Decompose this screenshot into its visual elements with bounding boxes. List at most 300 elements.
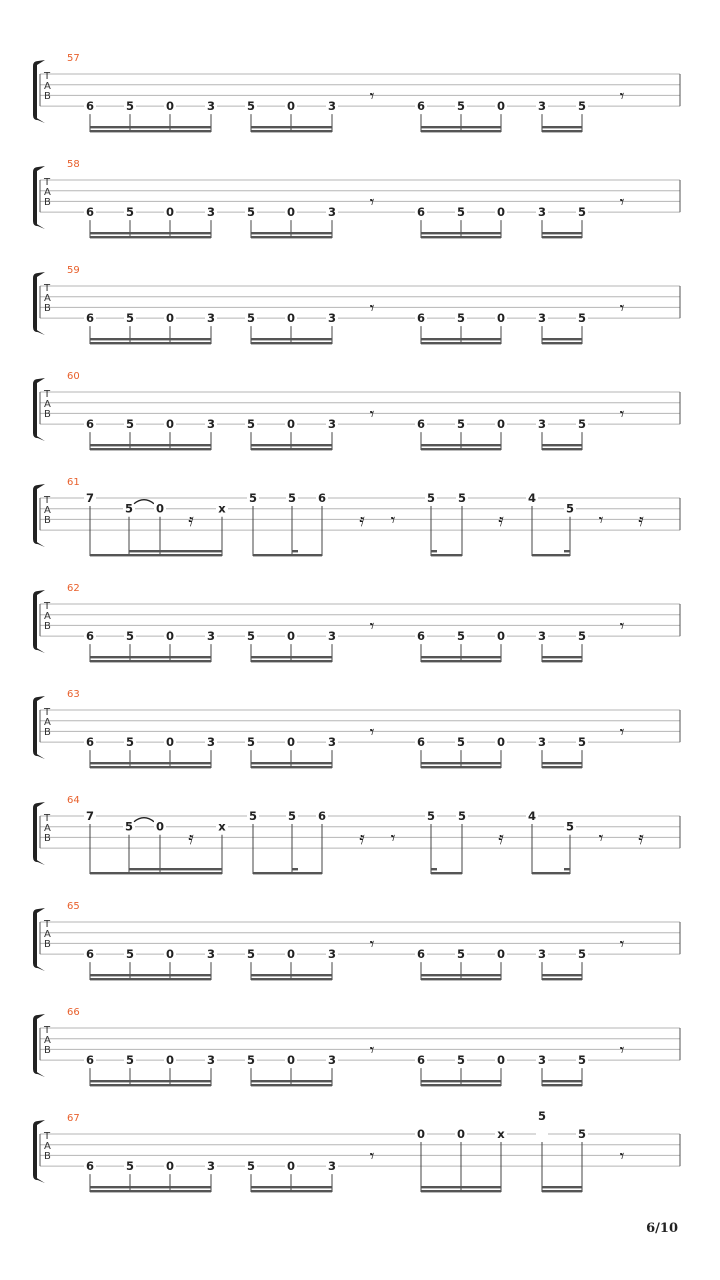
beam (90, 766, 211, 768)
beam (421, 762, 501, 764)
fret-number: 7 (85, 809, 95, 823)
beam (542, 1084, 582, 1086)
fret-number: 5 (125, 1053, 135, 1068)
fret-number: 0 (165, 205, 175, 220)
beam (431, 550, 437, 552)
tab-system (33, 371, 680, 450)
beam (90, 974, 211, 976)
fret-number: 3 (206, 99, 216, 114)
sixteenth-rest: 𝄿 (188, 828, 194, 849)
fret-number: 0 (165, 417, 175, 432)
measure-number: 64 (67, 795, 80, 806)
fret-number: 6 (416, 1053, 426, 1068)
fret-number: 3 (327, 205, 337, 220)
beam (251, 1190, 332, 1192)
beam (253, 872, 322, 874)
sixteenth-rest: 𝄿 (359, 828, 365, 849)
eighth-rest: 𝄾 (619, 1146, 625, 1167)
beam (251, 1084, 332, 1086)
fret-number: 0 (286, 1053, 296, 1068)
fret-number: 3 (206, 311, 216, 326)
eighth-rest: 𝄾 (390, 510, 396, 531)
fret-number: 0 (286, 629, 296, 644)
fret-number: 5 (456, 735, 466, 750)
fret-number: 3 (206, 735, 216, 750)
beam (542, 342, 582, 344)
tab-clef-letter: A (44, 187, 51, 198)
fret-number: 3 (327, 947, 337, 962)
fret-number: 5 (577, 629, 587, 644)
eighth-rest: 𝄾 (369, 192, 375, 213)
fret-number: 3 (206, 1159, 216, 1174)
beam (421, 1186, 501, 1188)
fret-number: 6 (416, 99, 426, 114)
fret-number: 5 (246, 205, 256, 220)
tab-clef-letter: T (44, 707, 51, 718)
beam (421, 978, 501, 980)
fret-number: 5 (124, 501, 134, 516)
fret-number: 5 (246, 417, 256, 432)
fret-number: 0 (456, 1127, 466, 1141)
eighth-rest: 𝄾 (369, 1146, 375, 1167)
beam (421, 660, 501, 662)
fret-number: 0 (286, 1159, 296, 1174)
tab-system (33, 1109, 680, 1192)
fret-number: 0 (165, 947, 175, 962)
tab-clef-letter: A (44, 823, 51, 834)
fret-number: 3 (206, 1053, 216, 1068)
tab-clef-letter: T (44, 389, 51, 400)
fret-number: 0 (165, 1053, 175, 1068)
eighth-rest: 𝄾 (598, 828, 604, 849)
beam (532, 872, 570, 874)
tab-clef-letter: B (44, 303, 51, 314)
tab-system (33, 1007, 680, 1086)
tab-clef-letter: A (44, 611, 51, 622)
measure-number: 61 (67, 477, 80, 488)
fret-number: 5 (426, 809, 436, 823)
fret-number: 6 (85, 205, 95, 220)
sixteenth-rest: 𝄿 (638, 828, 644, 849)
fret-number: 3 (327, 735, 337, 750)
fret-number: 3 (206, 417, 216, 432)
measure-number: 59 (67, 265, 80, 276)
beam (542, 1190, 582, 1192)
beam (90, 872, 222, 874)
eighth-rest: 𝄾 (619, 86, 625, 107)
beam (90, 656, 211, 658)
beam (421, 444, 501, 446)
beam (90, 1186, 211, 1188)
eighth-rest: 𝄾 (369, 86, 375, 107)
tab-clef-letter: B (44, 409, 51, 420)
beam (542, 1186, 582, 1188)
eighth-rest: 𝄾 (598, 510, 604, 531)
fret-number: 6 (317, 491, 327, 505)
fret-number: 0 (496, 311, 506, 326)
tab-clef-letter: A (44, 717, 51, 728)
beam (90, 978, 211, 980)
fret-number: 6 (85, 311, 95, 326)
fret-number: 5 (577, 99, 587, 114)
fret-number: 5 (246, 947, 256, 962)
fret-number: 5 (124, 819, 134, 834)
sixteenth-rest: 𝄿 (498, 828, 504, 849)
fret-number: 5 (456, 1053, 466, 1068)
beam (421, 974, 501, 976)
beam (421, 342, 501, 344)
tab-system (33, 583, 680, 662)
tab-clef-letter: T (44, 919, 51, 930)
beam (421, 656, 501, 658)
beam (421, 1084, 501, 1086)
beam (564, 868, 570, 870)
tab-system (33, 53, 680, 132)
fret-number: 0 (496, 629, 506, 644)
tab-clef-letter: B (44, 621, 51, 632)
fret-number: 5 (246, 1053, 256, 1068)
fret-number: 5 (565, 819, 575, 834)
measure-number: 57 (67, 53, 80, 64)
fret-number: 5 (248, 809, 258, 823)
measure-number: 66 (67, 1007, 80, 1018)
fret-number: 6 (416, 311, 426, 326)
fret-number: 3 (537, 629, 547, 644)
fret-number: 5 (125, 947, 135, 962)
tab-clef-letter: T (44, 1131, 51, 1142)
beam (421, 126, 501, 128)
beam (90, 342, 211, 344)
fret-number: 5 (457, 809, 467, 823)
measure-number: 60 (67, 371, 80, 382)
fret-number: 5 (577, 947, 587, 962)
tab-clef-letter: T (44, 495, 51, 506)
tab-system (33, 265, 680, 344)
tab-system (33, 901, 680, 980)
fret-number: 3 (537, 1053, 547, 1068)
beam (129, 550, 222, 552)
beam (90, 554, 222, 556)
page-number: 6/10 (646, 1221, 678, 1236)
fret-number: 6 (317, 809, 327, 823)
fret-number: 5 (246, 629, 256, 644)
fret-number: 3 (327, 1053, 337, 1068)
fret-number: x (218, 501, 226, 516)
tab-clef-letter: T (44, 71, 51, 82)
beam (90, 130, 211, 132)
fret-number: 3 (206, 629, 216, 644)
fret-number: 6 (416, 205, 426, 220)
eighth-rest: 𝄾 (619, 616, 625, 637)
tab-clef-letter: T (44, 1025, 51, 1036)
measure-number: 63 (67, 689, 80, 700)
tab-clef-letter: T (44, 177, 51, 188)
beam (90, 126, 211, 128)
fret-number: 0 (165, 311, 175, 326)
tab-clef-letter: B (44, 727, 51, 738)
fret-number: 5 (426, 491, 436, 505)
fret-number: 3 (537, 947, 547, 962)
fret-number: 6 (85, 947, 95, 962)
fret-number: 0 (165, 735, 175, 750)
eighth-rest: 𝄾 (369, 404, 375, 425)
sixteenth-rest: 𝄿 (638, 510, 644, 531)
tab-clef-letter: A (44, 1141, 51, 1152)
eighth-rest: 𝄾 (619, 298, 625, 319)
fret-number: 0 (496, 947, 506, 962)
beam (90, 236, 211, 238)
fret-number: 3 (327, 311, 337, 326)
beam (421, 130, 501, 132)
fret-number: 5 (246, 1159, 256, 1174)
fret-number: 5 (125, 629, 135, 644)
fret-number: 0 (155, 501, 165, 516)
tie-arc (134, 818, 154, 822)
beam (421, 766, 501, 768)
eighth-rest: 𝄾 (619, 1040, 625, 1061)
fret-number: 3 (206, 205, 216, 220)
fret-number: 3 (537, 417, 547, 432)
fret-number: 6 (416, 417, 426, 432)
eighth-rest: 𝄾 (619, 722, 625, 743)
fret-number: 6 (85, 99, 95, 114)
tab-clef-letter: T (44, 813, 51, 824)
beam (90, 448, 211, 450)
beam (129, 868, 222, 870)
tab-clef-letter: A (44, 1035, 51, 1046)
fret-number: 3 (327, 99, 337, 114)
tab-clef-letter: T (44, 283, 51, 294)
fret-number: 5 (577, 735, 587, 750)
tab-clef-letter: A (44, 293, 51, 304)
fret-number: 0 (155, 819, 165, 834)
beam (542, 448, 582, 450)
fret-number: 6 (416, 947, 426, 962)
beam (542, 126, 582, 128)
fret-number: 6 (85, 629, 95, 644)
beam (251, 236, 332, 238)
fret-number: 5 (577, 417, 587, 432)
beam (292, 550, 299, 552)
eighth-rest: 𝄾 (369, 298, 375, 319)
beam (542, 762, 582, 764)
tab-clef-letter: T (44, 601, 51, 612)
fret-number: 5 (125, 205, 135, 220)
measure-number: 62 (67, 583, 80, 594)
beam (90, 762, 211, 764)
beam (431, 554, 462, 556)
beam (542, 656, 582, 658)
eighth-rest: 𝄾 (619, 934, 625, 955)
fret-number: 3 (537, 205, 547, 220)
beam (421, 338, 501, 340)
fret-number: 5 (125, 1159, 135, 1174)
tab-system (33, 795, 680, 874)
tie-arc (134, 500, 154, 504)
fret-number: 5 (577, 1127, 587, 1141)
tab-clef-letter: A (44, 505, 51, 516)
measure-number: 58 (67, 159, 80, 170)
fret-number: 5 (125, 99, 135, 114)
fret-number: 5 (577, 311, 587, 326)
beam (251, 342, 332, 344)
fret-number: 4 (527, 809, 537, 823)
measure-number: 67 (67, 1113, 80, 1124)
fret-number: 3 (537, 99, 547, 114)
beam (542, 660, 582, 662)
fret-number: 5 (577, 205, 587, 220)
tab-clef-letter: B (44, 939, 51, 950)
fret-number: 0 (286, 311, 296, 326)
beam (421, 236, 501, 238)
fret-number: 6 (85, 417, 95, 432)
beam (421, 448, 501, 450)
tab-clef-letter: B (44, 1045, 51, 1056)
beam (532, 554, 570, 556)
beam (251, 448, 332, 450)
tab-clef-letter: B (44, 1151, 51, 1162)
beam (251, 978, 332, 980)
beam (90, 660, 211, 662)
fret-number: 6 (85, 1159, 95, 1174)
fret-number: 5 (565, 501, 575, 516)
tab-clef-letter: B (44, 91, 51, 102)
fret-number: 5 (287, 809, 297, 823)
beam (251, 444, 332, 446)
beam (542, 974, 582, 976)
beam (542, 236, 582, 238)
fret-number: 3 (537, 735, 547, 750)
fret-number: 5 (246, 735, 256, 750)
fret-number: 3 (327, 629, 337, 644)
fret-number: 5 (457, 491, 467, 505)
beam (251, 1186, 332, 1188)
beam (542, 444, 582, 446)
beam (542, 978, 582, 980)
fret-number: 4 (527, 491, 537, 505)
sixteenth-rest: 𝄿 (359, 510, 365, 531)
eighth-rest: 𝄾 (619, 404, 625, 425)
fret-number: 0 (496, 735, 506, 750)
eighth-rest: 𝄾 (369, 1040, 375, 1061)
tab-clef-letter: B (44, 197, 51, 208)
beam (431, 872, 462, 874)
fret-number: 5 (456, 311, 466, 326)
sixteenth-rest: 𝄿 (188, 510, 194, 531)
fret-background (536, 1127, 548, 1140)
fret-number: 0 (165, 99, 175, 114)
fret-number: 7 (85, 491, 95, 505)
eighth-rest: 𝄾 (369, 722, 375, 743)
fret-number: 5 (246, 311, 256, 326)
beam (251, 126, 332, 128)
fret-number: 0 (496, 1053, 506, 1068)
fret-number: 5 (456, 99, 466, 114)
fret-number: x (497, 1127, 505, 1141)
beam (251, 130, 332, 132)
fret-number: 3 (327, 1159, 337, 1174)
beam (431, 868, 437, 870)
fret-number: 0 (286, 205, 296, 220)
beam (251, 660, 332, 662)
fret-number: 6 (416, 735, 426, 750)
beam (542, 232, 582, 234)
beam (90, 1084, 211, 1086)
eighth-rest: 𝄾 (369, 616, 375, 637)
eighth-rest: 𝄾 (369, 934, 375, 955)
fret-number: 5 (287, 491, 297, 505)
fret-number: 0 (286, 417, 296, 432)
tab-system (33, 477, 680, 556)
fret-number: 6 (85, 735, 95, 750)
beam (542, 338, 582, 340)
fret-number: 5 (577, 1053, 587, 1068)
beam (251, 656, 332, 658)
beam (564, 550, 570, 552)
beam (90, 1080, 211, 1082)
fret-number: 5 (456, 417, 466, 432)
beam (90, 232, 211, 234)
fret-number: 6 (416, 629, 426, 644)
tab-clef-letter: A (44, 399, 51, 410)
fret-number: 0 (416, 1127, 426, 1141)
fret-number: 3 (327, 417, 337, 432)
beam (542, 1080, 582, 1082)
fret-number: 0 (165, 1159, 175, 1174)
fret-number: 5 (456, 947, 466, 962)
fret-number: 0 (286, 947, 296, 962)
fret-number: 5 (246, 99, 256, 114)
measure-number: 65 (67, 901, 80, 912)
beam (90, 444, 211, 446)
tab-clef-letter: A (44, 929, 51, 940)
fret-number: 6 (85, 1053, 95, 1068)
fret-number: 3 (206, 947, 216, 962)
fret-number: 0 (496, 417, 506, 432)
beam (542, 766, 582, 768)
tab-clef-letter: B (44, 833, 51, 844)
beam (251, 762, 332, 764)
beam (251, 232, 332, 234)
beam (253, 554, 322, 556)
sixteenth-rest: 𝄿 (498, 510, 504, 531)
fret-number: 5 (248, 491, 258, 505)
beam (251, 974, 332, 976)
tab-clef-letter: A (44, 81, 51, 92)
eighth-rest: 𝄾 (619, 192, 625, 213)
fret-number: 3 (537, 311, 547, 326)
fret-number: 5 (125, 735, 135, 750)
fret-number: x (218, 819, 226, 834)
fret-number: 0 (286, 99, 296, 114)
beam (90, 338, 211, 340)
fret-number: 0 (496, 99, 506, 114)
eighth-rest: 𝄾 (390, 828, 396, 849)
fret-number: 5 (125, 311, 135, 326)
beam (90, 1190, 211, 1192)
beam (292, 868, 299, 870)
fret-number: 5 (456, 629, 466, 644)
beam (251, 1080, 332, 1082)
tab-system (33, 689, 680, 768)
beam (251, 766, 332, 768)
fret-number: 5 (125, 417, 135, 432)
fret-number: 0 (165, 629, 175, 644)
fret-number: 5 (456, 205, 466, 220)
beam (421, 1080, 501, 1082)
fret-number: 5 (537, 1109, 547, 1123)
fret-number: 0 (496, 205, 506, 220)
